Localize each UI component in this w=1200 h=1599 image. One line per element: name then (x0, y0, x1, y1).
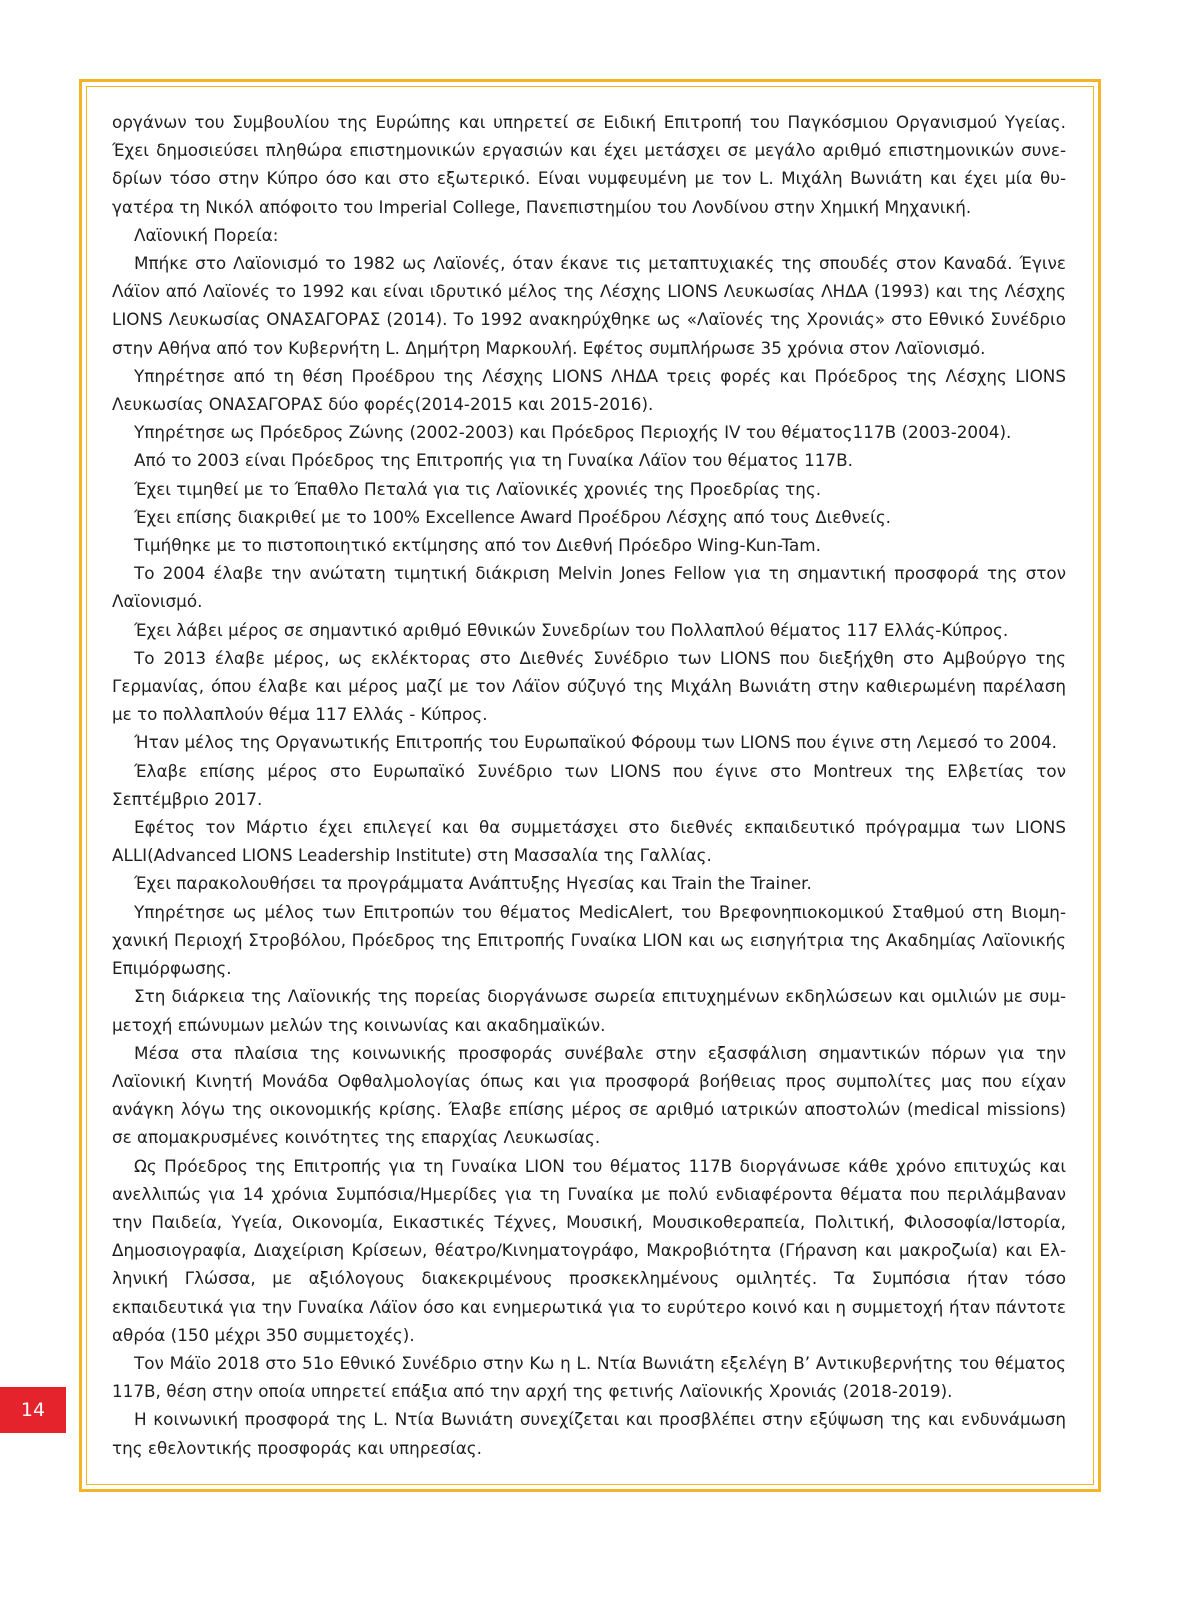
page-number: 14 (20, 1399, 46, 1421)
paragraph: Υπηρέτησε από τη θέση Προέδρου της Λέσχης LIONS ΛΗΔΑ τρεις φορές και Πρόεδρος της Λέσχης LIONS Λευκωσίας ΟΝΑΣΑΓΟΡΑΣ δύο φορές(2014-2015 και 2015-2016). (112, 365, 1066, 415)
paragraph: Από το 2003 είναι Πρόεδρος της Επιτροπής για τη Γυναίκα Λάϊον του θέματος 117Β. (134, 450, 854, 471)
paragraph: Έχει λάβει μέρος σε σημαντικό αριθμό Εθνικών Συνεδρίων του Πολλαπλού θέματος 117 Ελλάς-Κύπρος. (134, 619, 1009, 640)
page-number-tab (0, 1387, 66, 1433)
section-heading-lions-career: Λαϊονική Πορεία: (134, 224, 279, 245)
article-body (112, 108, 1066, 1462)
paragraph: Εφέτος τον Μάρτιο έχει επιλεγεί και θα συμμετάσχει στο διεθνές εκπαιδευτικό πρόγραμμα των LIONS ALLI(Advanced LIONS Leadership Institute) στη Μασσαλία της Γαλλίας. (112, 817, 1066, 866)
paragraph: Υπηρέτησε ως Πρόεδρος Ζώνης (2002-2003) και Πρόεδρος Περιοχής IV του θέματος117Β (2003-2004). (134, 422, 1012, 443)
paragraph: Υπηρέτησε ως μέλος των Επιτροπών του θέματος MedicAlert, του Βρεφονηπιοκομικού Σταθμού στη Βιομηχανική Περιοχή Στροβόλου, Πρόεδρος της Επιτροπής Γυναίκα LION και ως εισηγήτρια της Ακαδημίας Λαϊονικής Επιμόρφωσης. (112, 901, 1066, 979)
paragraph: Έχει επίσης διακριθεί με το 100% Excellence Award Προέδρου Λέσχης από τους Διεθνείς. (134, 506, 892, 527)
paragraph-intro: οργάνων του Συμβουλίου της Ευρώπης και υπηρετεί σε Ειδική Επιτροπή του Παγκόσμιου Οργανισμού Υγείας. Έχει δημοσιεύσει πληθώρα επιστημονικών εργασιών και έχει μετάσχει σε μεγάλο αριθμό επιστημονικών συνεδρίων τόσο στην Κύπρο όσο και στο εξωτερικό. Είναι νυμφευμένη με τον L. Μιχάλη Βωνιάτη και έχει μία θυγατέρα τη Νικόλ απόφοιτο του Imperial College, Πανεπιστημίου του Λονδίνου στην Χημική Μηχανική. (112, 112, 1066, 217)
paragraph: Τον Μάϊο 2018 στο 51ο Εθνικό Συνέδριο στην Κω η L. Ντία Βωνιάτη εξελέγη Β’ Αντικυβερνήτης του θέματος 117Β, θέση στην οποία υπηρετεί επάξια από την αρχή της φετινής Λαϊονικής Χρονιάς (2018-2019). (112, 1352, 1066, 1402)
paragraph: Ως Πρόεδρος της Επιτροπής για τη Γυναίκα LION του θέματος 117Β διοργάνωσε κάθε χρόνο επιτυχώς και ανελλιπώς για 14 χρόνια Συμπόσια/Ημερίδες για τη Γυναίκα με πολύ ενδιαφέροντα θέματα που περιλάμβαναν την Παιδεία, Υγεία, Οικονομία, Εικαστικές Τέχνες, Μουσική, Μουσικοθεραπεία, Πολιτική, Φιλοσοφία/Ιστορία, Δημοσιογραφία, Διαχείριση Κρίσεων, θέατρο/Κινηματογράφο, Μακροβιότητα (Γήρανση και μακροζωία) και Ελληνική Γλώσσα, με αξιόλογους διακεκριμένους προσκεκλημένους ομιλητές. Τα Συμπόσια ήταν τόσο εκπαιδευτικά για την Γυναίκα Λάϊον όσο και ενημερωτικά για το ευρύτερο κοινό και η συμμετοχή ήταν πάντοτε αθρόα (150 μέχρι 350 συμμετοχές). (112, 1155, 1066, 1345)
paragraph: Μέσα στα πλαίσια της κοινωνικής προσφοράς συνέβαλε στην εξασφάλιση σημαντικών πόρων για την Λαϊονική Κινητή Μονάδα Οφθαλμολογίας όπως και για προσφορά βοήθειας προς συμπολίτες μας που είχαν ανάγκη λόγω της οικονομικής κρίσης. Έλαβε επίσης μέρος σε αριθμό ιατρικών αποστολών (medical missions) σε απομακρυσμένες κοινότητες της επαρχίας Λευκωσίας. (112, 1042, 1066, 1148)
paragraph: Στη διάρκεια της Λαϊονικής της πορείας διοργάνωσε σωρεία επιτυχημένων εκδηλώσεων και ομιλιών με συμμετοχή επώνυμων μελών της κοινωνίας και ακαδημαϊκών. (112, 986, 1066, 1035)
paragraph: Έλαβε επίσης μέρος στο Ευρωπαϊκό Συνέδριο των LIONS που έγινε στο Montreux της Ελβετίας τον Σεπτέμβριο 2017. (112, 760, 1066, 809)
paragraph: Η κοινωνική προσφορά της L. Ντία Βωνιάτη συνεχίζεται και προσβλέπει στην εξύψωση της και ενδυνάμωση της εθελοντικής προσφοράς και υπηρεσίας. (112, 1409, 1066, 1458)
paragraph: Ήταν μέλος της Οργανωτικής Επιτροπής του Ευρωπαϊκού Φόρουμ των LIONS που έγινε στη Λεμεσό το 2004. (134, 732, 1058, 753)
paragraph: Έχει παρακολουθήσει τα προγράμματα Ανάπτυξης Ηγεσίας και Train the Trainer. (134, 873, 812, 894)
paragraph: Το 2013 έλαβε μέρος, ως εκλέκτορας στο Διεθνές Συνέδριο των LIONS που διεξήχθη στο Αμβούργο της Γερμανίας, όπου έλαβε και μέρος μαζί με τον Λάϊον σύζυγό της Μιχάλη Βωνιάτη στην καθιερωμένη παρέλαση με το πολλαπλούν θέμα 117 Ελλάς - Κύπρος. (112, 647, 1066, 725)
paragraph: Τιμήθηκε με το πιστοποιητικό εκτίμησης από τον Διεθνή Πρόεδρο Wing-Kun-Tam. (134, 535, 821, 556)
paragraph: Έχει τιμηθεί με το Έπαθλο Πεταλά για τις Λαϊονικές χρονιές της Προεδρίας της. (134, 478, 822, 499)
paragraph: Το 2004 έλαβε την ανώτατη τιμητική διάκριση Melvin Jones Fellow για τη σημαντική προσφορά της στον Λαϊονισμό. (112, 563, 1066, 612)
paragraph: Μπήκε στο Λαϊονισμό το 1982 ως Λαϊονές, όταν έκανε τις μεταπτυχιακές της σπουδές στον Καναδά. Έγινε Λάϊον από Λαϊονές το 1992 και είναι ιδρυτικό μέλος της Λέσχης LIONS Λευκωσίας ΛΗΔΑ (1993) και της Λέσχης LIONS Λευκωσίας ΟΝΑΣΑΓΟΡΑΣ (2014). Το 1992 ανακηρύχθηκε ως «Λαϊονές της Χρονιάς» στο Εθνικό Συνέδριο στην Αθήνα από τον Κυβερνήτη L. Δημήτρη Μαρκουλή. Εφέτος συμπλήρωσε 35 χρόνια στον Λαϊονισμό. (112, 253, 1066, 358)
